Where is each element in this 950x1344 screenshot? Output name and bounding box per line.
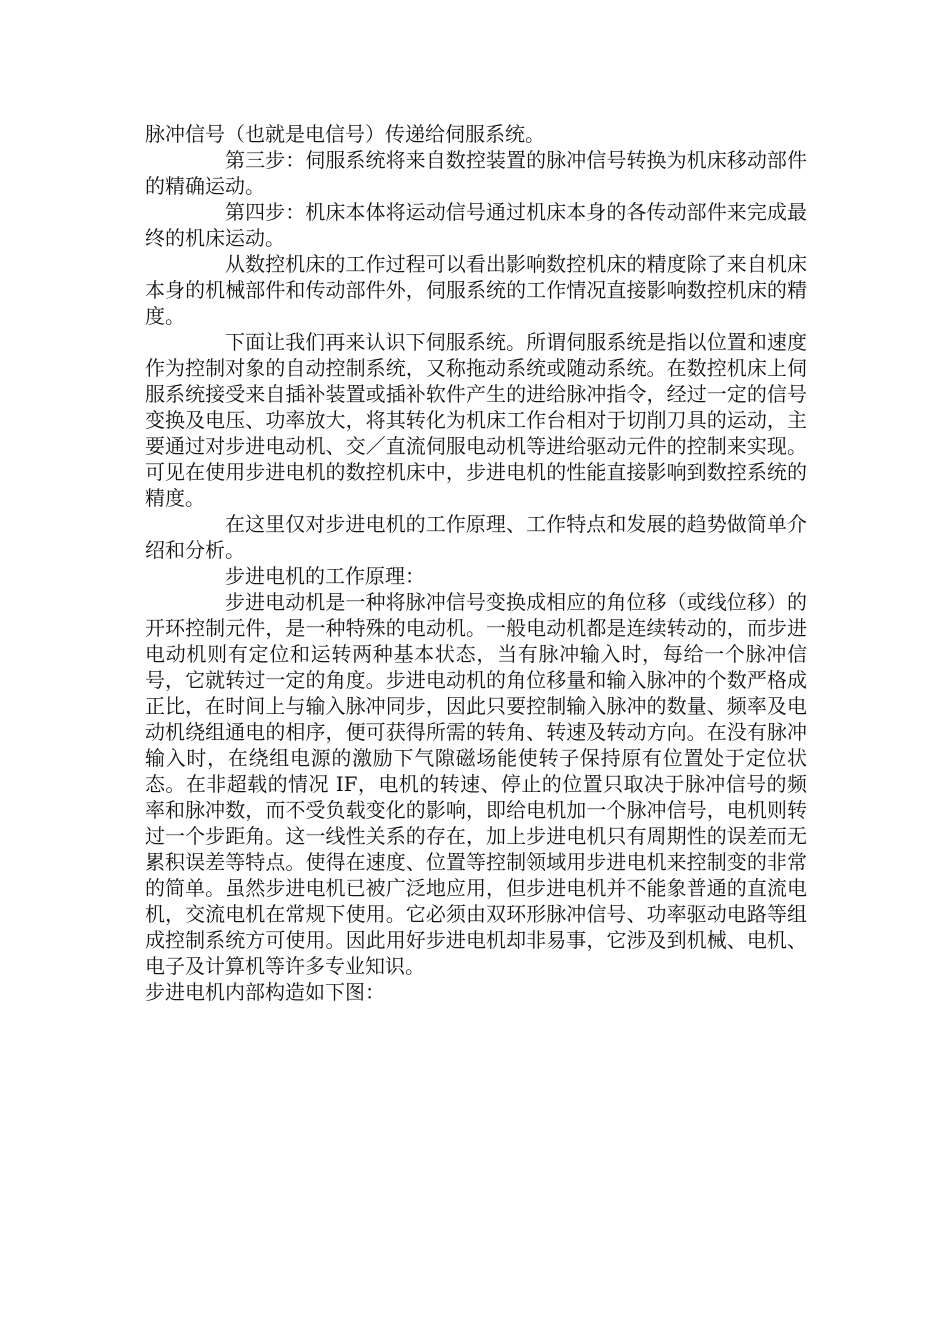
section-heading-working-principle: 步进电机的工作原理： <box>225 564 425 588</box>
paragraph-servo-system: 下面让我们再来认识下伺服系统。所谓伺服系统是指以位置和速度作为控制对象的自动控制系统，又称拖动系统或随动系统。在数控机床上伺服系统接受来自插补装置或插补软件产生的进给脉冲指令，经过一定的信号变换及电压、功率放大，将其转化为机床工作台相对于切削刀具的运动，主要通过对步进电动机、交／直流伺服电动机等进给驱动元件的控制来实现。可见在使用步进电机的数控机床中，步进电机的性能直接影响到数控系统的精度。 <box>145 330 807 510</box>
paragraph-precision-factors: 从数控机床的工作过程可以看出影响数控机床的精度除了来自机床本身的机械部件和传动部件外，伺服系统的工作情况直接影响数控机床的精度。 <box>145 252 807 328</box>
document-body <box>145 121 807 1005</box>
paragraph-introduction: 在这里仅对步进电机的工作原理、工作特点和发展的趋势做简单介绍和分析。 <box>145 512 807 562</box>
paragraph-step-four: 第四步：机床本体将运动信号通过机床本身的各传动部件来完成最终的机床运动。 <box>145 200 807 250</box>
paragraph-continuation: 脉冲信号（也就是电信号）传递给伺服系统。 <box>145 122 545 146</box>
paragraph-stepper-motor-principle: 步进电动机是一种将脉冲信号变换成相应的角位移（或线位移）的开环控制元件，是一种特殊的电动机。一般电动机都是连续转动的，而步进电动机则有定位和运转两种基本状态，当有脉冲输入时，每给一个脉冲信号，它就转过一定的角度。步进电动机的角位移量和输入脉冲的个数严格成正比，在时间上与输入脉冲同步，因此只要控制输入脉冲的数量、频率及电动机绕组通电的相序，便可获得所需的转角、转速及转动方向。在没有脉冲输入时，在绕组电源的激励下气隙磁场能使转子保持原有位置处于定位状态。在非超载的情况 IF，电机的转速、停止的位置只取决于脉冲信号的频率和脉冲数，而不受负载变化的影响，即给电机加一个脉冲信号，电机则转过一个步距角。这一线性关系的存在，加上步进电机只有周期性的误差而无累积误差等特点。使得在速度、位置等控制领域用步进电机来控制变的非常的简单。虽然步进电机已被广泛地应用，但步进电机并不能象普通的直流电机，交流电机在常规下使用。它必须由双环形脉冲信号、功率驱动电路等组成控制系统方可使用。因此用好步进电机却非易事，它涉及到机械、电机、电子及计算机等许多专业知识。 <box>145 590 807 978</box>
paragraph-figure-caption-intro: 步进电机内部构造如下图： <box>145 980 385 1004</box>
paragraph-step-three: 第三步：伺服系统将来自数控装置的脉冲信号转换为机床移动部件的精确运动。 <box>145 148 807 198</box>
